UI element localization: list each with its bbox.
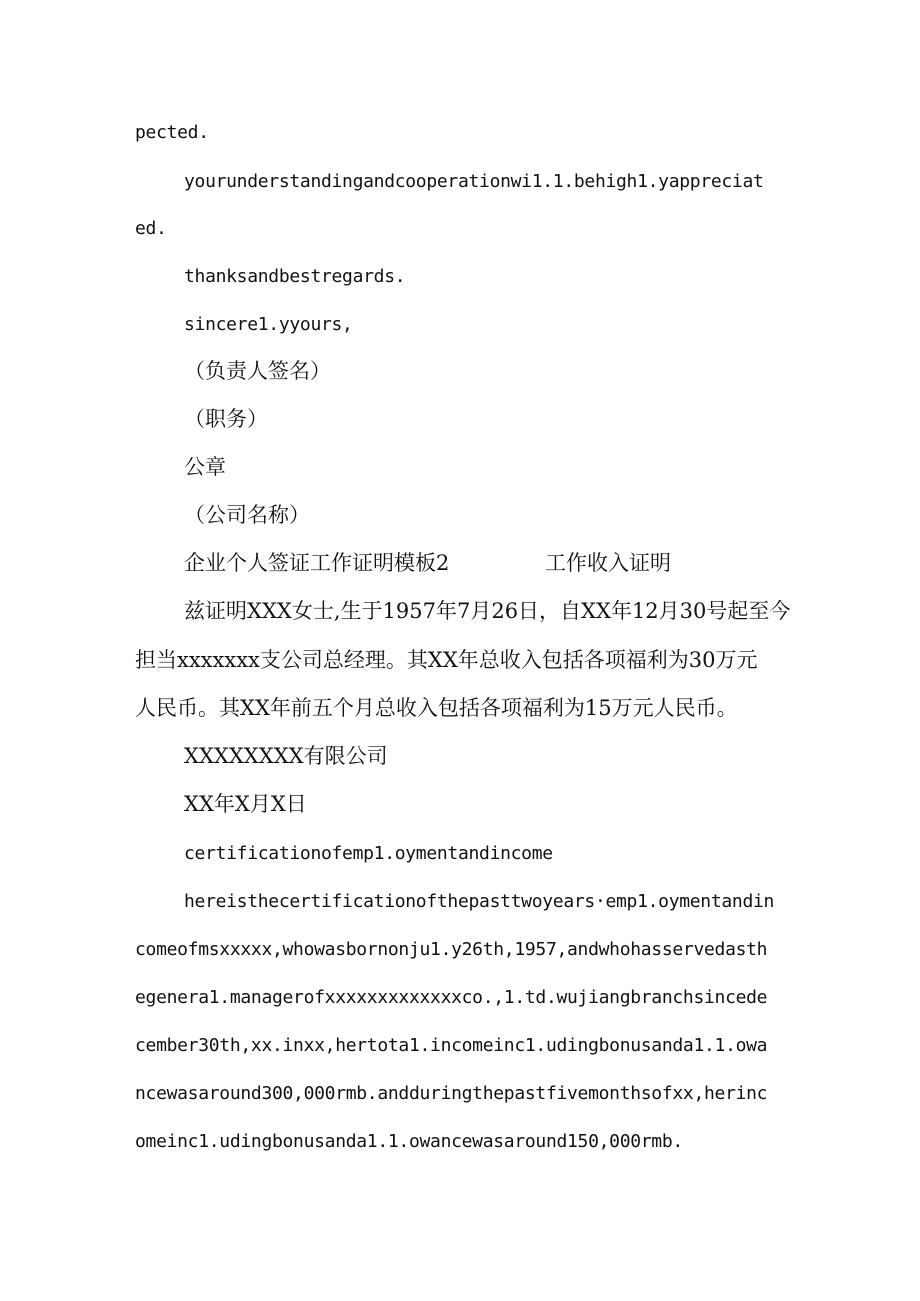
english-title: certificationofemp1.oymentandincome [184,843,553,864]
date-line: XX年X月X日 [184,792,307,816]
company-name-label: （公司名称） [184,503,310,527]
text-line: cember30th,xx.inxx,hertota1.incomeinc1.udingbonusanda1.1.owa [135,1035,768,1056]
text-line: sincere1.yyours, [184,314,353,335]
text-line: hereisthecertificationofthepasttwoyears·emp1.oymentandin [184,891,775,912]
signature-label: （负责人签名） [184,359,331,383]
section-title: 企业个人签证工作证明模板2 [184,551,450,575]
text-line: egenera1.managerofxxxxxxxxxxxxxco.,1.td.wujiangbranchsincede [135,987,768,1008]
text-line: 担当xxxxxxx支公司总经理。其XX年总收入包括各项福利为30万元 [135,648,758,672]
certificate-title: 工作收入证明 [545,551,671,575]
seal-label: 公章 [184,455,226,479]
text-line: pected. [135,122,209,143]
text-line: 兹证明XXX女士,生于1957年7月26日，自XX年12月30号起至今 [184,599,791,623]
text-line: ncewasaround300,000rmb.andduringthepastfivemonthsofxx,herinc [135,1083,768,1104]
text-line: thanksandbestregards. [184,266,406,287]
text-line: ed. [135,218,167,239]
text-line: 人民币。其XX年前五个月总收入包括各项福利为15万元人民币。 [135,696,738,720]
text-line: omeinc1.udingbonusanda1.1.owancewasaround150,000rmb. [135,1131,683,1152]
text-line: yourunderstandingandcooperationwi1.1.behigh1.yappreciat [184,171,764,192]
position-label: （职务） [184,407,268,431]
text-line: comeofmsxxxxx,whowasbornonju1.y26th,1957,andwhohasservedasth [135,939,768,960]
company-line: XXXXXXXX有限公司 [184,744,388,768]
